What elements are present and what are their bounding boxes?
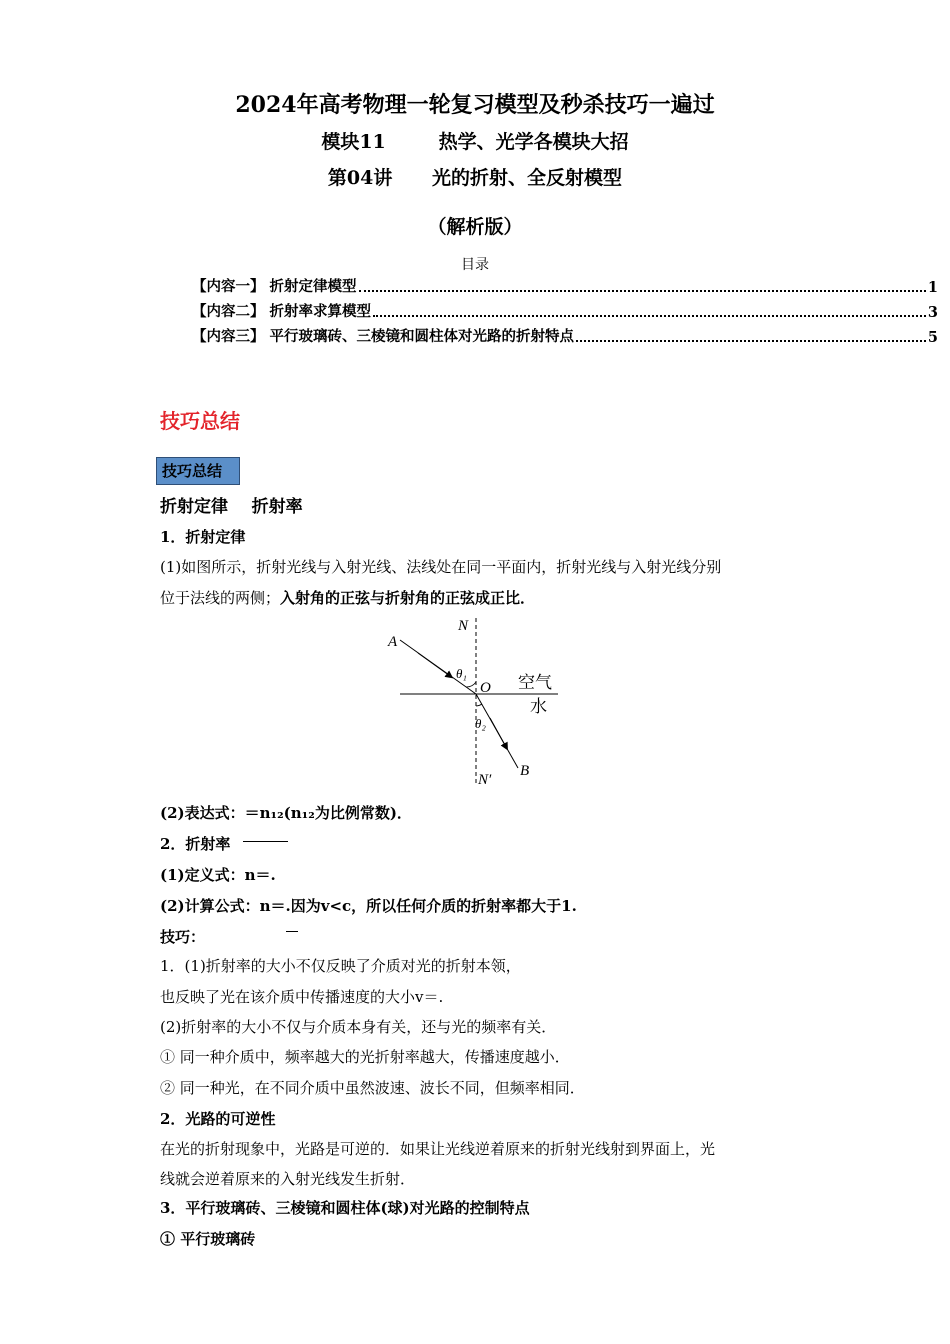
label-theta2: θ₂ [475,716,486,731]
lecture-title: 第04讲 光的折射、全反射模型 [327,167,623,189]
section-2-title: 2．折射率 [160,835,231,853]
section-3-title: 2．光路的可逆性 [160,1110,276,1128]
toc-item[interactable] [192,301,938,321]
paragraph: (1)定义式：n＝. [160,866,276,884]
incident-arrow [418,653,450,676]
document-title: 2024年高考物理一轮复习模型及秒杀技巧一遍过 [235,92,715,118]
paragraph: 线就会逆着原来的入射光线发生折射． [160,1170,416,1188]
label-b: B [520,763,530,779]
paragraph: (2)计算公式：n＝.因为v<c，所以任何介质的折射率都大于1. [160,897,577,915]
paragraph: 也反映了光在该介质中传播速度的大小v＝. [160,988,444,1006]
paragraph: ① 同一种介质中，频率越大的光折射率越大，传播速度越小． [160,1048,570,1066]
theta2-arc [476,704,482,706]
toc-item-label: 【内容三】 平行玻璃砖、三棱镜和圆柱体对光路的折射特点 [192,328,575,345]
fraction-bar [286,931,298,932]
refraction-diagram [380,612,580,792]
section-heading: 技巧总结 [160,409,240,433]
version-label: （解析版） [427,216,523,238]
paragraph: (1)如图所示，折射光线与入射光线、法线处在同一平面内，折射光线与入射光线分别 [160,558,722,576]
topic-heading: 折射定律 折射率 [160,497,303,517]
paragraph: 1．(1)折射率的大小不仅反映了介质对光的折射本领， [160,957,521,975]
tips-label: 技巧： [160,928,206,946]
paragraph: (2)表达式：＝n₁₂(n₁₂为比例常数)． [160,804,412,822]
label-n-prime: N′ [478,772,492,788]
toc-heading: 目录 [461,257,489,273]
label-theta1: θ₁ [456,666,467,681]
paragraph: (2)折射率的大小不仅与介质本身有关，还与光的频率有关． [160,1018,557,1036]
section-4-title: 3．平行玻璃砖、三棱镜和圆柱体(球)对光路的控制特点 [160,1199,530,1217]
label-a: A [388,634,398,650]
toc-item-label: 【内容二】 折射率求算模型 [192,303,372,320]
subsection-title: ① 平行玻璃砖 [160,1230,256,1248]
label-air: 空气 [518,673,552,693]
label-n: N [458,618,469,634]
paragraph-normal: 位于法线的两侧； [160,589,281,607]
tag-box: 技巧总结 [156,457,240,485]
label-water: 水 [530,697,547,717]
toc-leader-dots [359,290,926,292]
toc-item-page: 5 [927,329,938,346]
refracted-arrow [490,718,506,747]
label-o: O [480,680,491,696]
toc-item-label: 【内容一】 折射定律模型 [192,278,357,295]
fraction-bar [243,841,288,842]
theta1-arc [466,682,476,687]
paragraph-bold: 入射角的正弦与折射角的正弦成正比． [280,589,536,607]
toc-item[interactable] [192,276,938,296]
toc-item-page: 1 [927,279,938,296]
paragraph [160,587,535,608]
toc-leader-dots [576,340,926,342]
paragraph: ② 同一种光，在不同介质中虽然波速、波长不同，但频率相同． [160,1079,585,1097]
module-title: 模块11 热学、光学各模块大招 [321,131,629,153]
paragraph: 在光的折射现象中，光路是可逆的．如果让光线逆着原来的折射光线射到界面上，光 [160,1140,716,1158]
toc-item-page: 3 [927,304,938,321]
toc-leader-dots [373,315,926,317]
section-1-title: 1．折射定律 [160,528,246,546]
toc-item[interactable] [192,326,938,346]
